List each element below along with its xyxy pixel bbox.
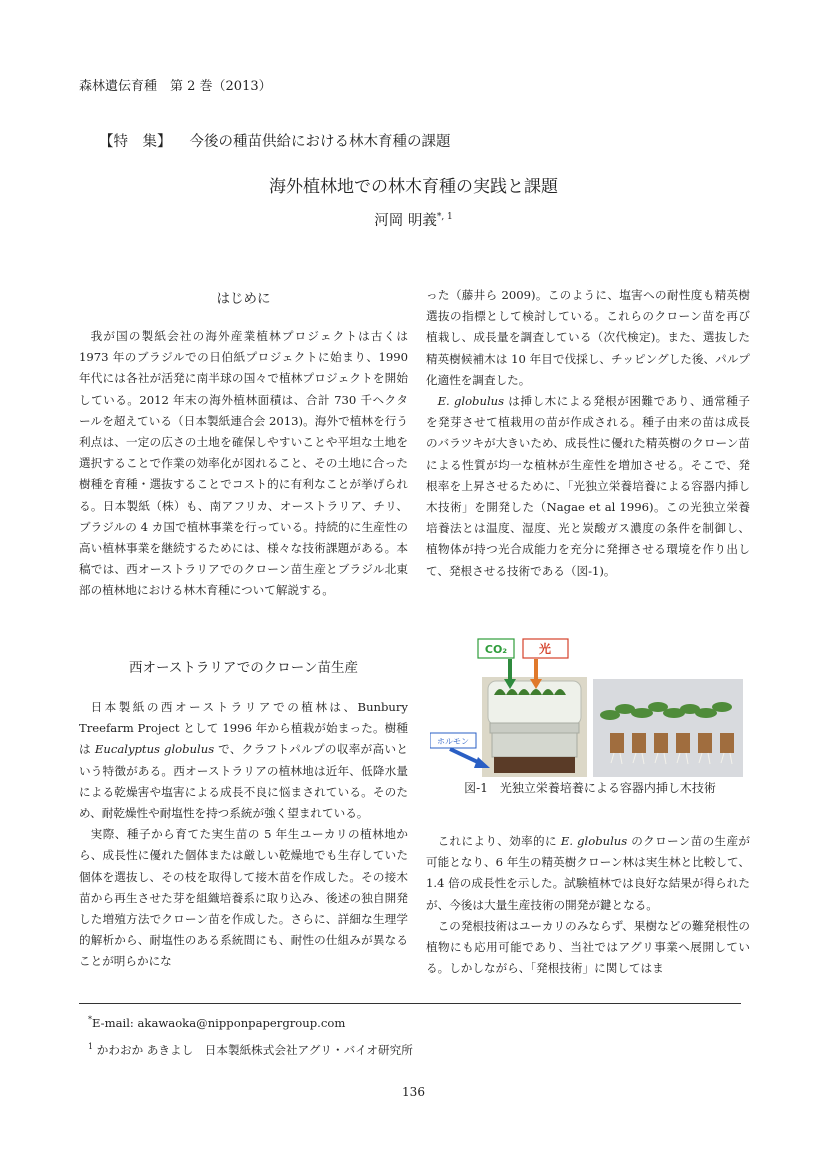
light-label: 光 [538, 642, 552, 656]
affil-mark: 1 [88, 1041, 94, 1051]
journal-header: 森林遺伝育種 第 2 巻（2013） [79, 79, 272, 94]
footnotes [88, 1008, 413, 1062]
right-column-top [426, 285, 750, 582]
intro-heading: はじめに [216, 291, 271, 307]
right-paragraph-2 [426, 391, 750, 582]
co2-label: CO₂ [484, 643, 508, 656]
special-title: 今後の種苗供給における林木育種の課題 [189, 134, 451, 150]
footnote-email [88, 1008, 413, 1035]
right-paragraph-1: った（藤井ら 2009)。このように、塩害への耐性度も精英樹選抜の指標として検討している。これらのクローン苗を再び植栽し、成長量を調査している（次代検定)。また、選抜した精英樹候補木は 10 年目で伐採し、チッピングした後、パルプ化適性を調査した。 [426, 288, 750, 387]
hormone-label: ホルモン [437, 737, 469, 746]
footnote-affiliation [88, 1035, 413, 1062]
affiliation-text: かわおか あきよし 日本製紙株式会社アグリ・バイオ研究所 [96, 1042, 413, 1057]
wa-paragraph-1 [79, 697, 408, 824]
species-name: E. globulus [437, 394, 505, 409]
right-p3-text-a: これにより、効率的に [437, 834, 561, 848]
wa-p1-text-a: 日本製紙の西オーストラリアでの植林は、Bunbury Treefarm Project として 1996 年から植栽が始まった。樹種は [79, 700, 408, 757]
species-name: E. globulus [560, 834, 628, 848]
wa-heading: 西オーストラリアでのクローン苗生産 [129, 660, 358, 676]
special-feature-line [99, 130, 451, 151]
wa-body [79, 697, 408, 973]
container-photo [482, 677, 587, 777]
cuttings-photo [593, 679, 743, 777]
page-number: 136 [402, 1085, 425, 1099]
wa-paragraph-2: 実際、種子から育てた実生苗の 5 年生ユーカリの植林地から、成長性に優れた個体または厳しい乾燥地でも生存していた個体を選抜し、その枝を取得して接木苗を作成した。その接木苗から再生させた芽を組織培養系に取り込み、後述の独自開発した増殖方法でクローン苗を作成した。さらに、詳細な生理学的解析から、耐塩性のある系統間にも、耐性の仕組みが異なることが明らかにな [79, 827, 408, 969]
right-p3-text-b: のクローン苗の生産が可能となり、6 年生の精英樹クローン林は実生林と比較して、1.4 倍の成長性を示した。試験植林では良好な結果が得られたが、今後は大量生産技術の開発が鍵となる。 [426, 834, 750, 912]
email-mark: * [88, 1015, 92, 1024]
figure-caption: 図-1 光独立栄養培養による容器内挿し木技術 [464, 781, 716, 795]
email-text: E-mail: akawaoka@nipponpapergroup.com [92, 1015, 346, 1030]
author-mark: *, 1 [436, 212, 453, 223]
right-paragraph-3 [426, 831, 750, 916]
author-name: 河岡 明義 [374, 213, 437, 229]
figure-1 [430, 637, 745, 779]
special-tag: 【特 集】 [99, 134, 172, 150]
right-paragraph-4: この発根技術はユーカリのみならず、果樹などの難発根性の植物にも応用可能であり、当社ではアグリ事業へ展開している。しかしながら、「発根技術」に関してはま [426, 918, 750, 976]
footnote-divider [79, 1003, 741, 1004]
intro-paragraph: 我が国の製紙会社の海外産業植林プロジェクトは古くは 1973 年のブラジルでの日伯紙プロジェクトに始まり、1990 年代には各社が活発に南半球の国々で植林プロジェクトを開始している。2012 年末の海外植林面積は、合計 730 千ヘクタールを超えている（日本製紙連合会 2013)。海外で植林を行う利点は、一定の広さの土地を確保しやすいことや平坦な土地を選択することで作業の効率化が図れること、その土地に合った樹種を育種・選抜することでコスト的に有利なことが挙げられる。日本製紙（株）も、南アフリカ、オーストラリア、チリ、ブラジルの 4 カ国で植林事業を行っている。持続的に生産性の高い植林事業を継続するためには、様々な技術課題がある。本稿では、西オーストラリアでのクローン苗生産とブラジル北東部の植林地における林木育種について解説する。 [79, 329, 408, 598]
right-column-bottom [426, 831, 750, 979]
right-p2-text: は挿し木による発根が困難であり、通常種子を発芽させて植栽用の苗が作成される。種子由来の苗は成長のバラツキが大きいため、成長性に優れた精英樹のクローン苗による性質が均一な植林が生産性を増加させる。そこで、発根率を上昇させるために、「光独立栄養培養による容器内挿し木技術」を開発した（Nagae et al 1996)。この光独立栄養培養法とは温度、湿度、光と炭酸ガス濃度の条件を制御し、植物体が持つ光合成能力を充分に発揮させる環境を作り出して、発根させる技術である（図-1)。 [426, 394, 750, 578]
intro-body [79, 326, 408, 602]
article-title: 海外植林地での林木育種の実践と課題 [269, 177, 558, 197]
wa-p1-text-b: で、クラフトパルプの収率が高いという特徴がある。西オーストラリアの植林地は近年、低降水量による乾燥害や塩害による成長不良に悩まされている。そのため、耐乾燥性や耐塩性を持つ系統が強く望まれている。 [79, 742, 408, 821]
author-line [0, 209, 827, 230]
species-name: Eucalyptus globulus [94, 742, 215, 757]
